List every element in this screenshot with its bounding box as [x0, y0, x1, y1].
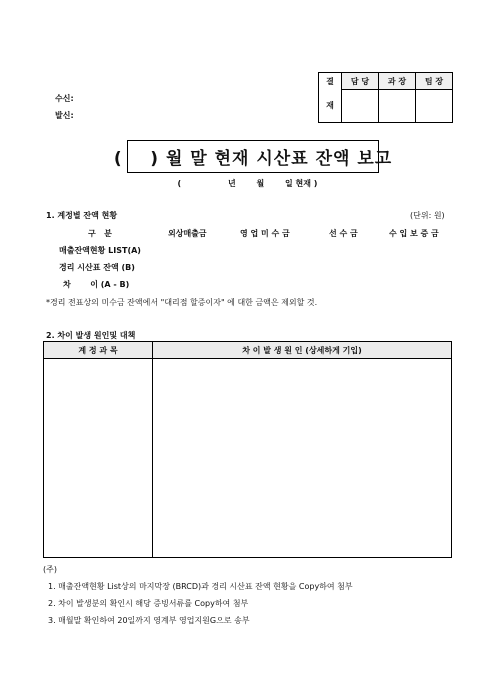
cause-entry-cell[interactable] [153, 359, 451, 558]
note-item: 1. 매출잔액현황 List상의 마지막장 (BRCD)과 경리 시산표 잔액 현황을 Copy하여 첨부 [48, 582, 353, 591]
note-item: 3. 매월말 확인하여 20일까지 영계부 영업지원G으로 송부 [48, 616, 250, 625]
column-category: 구 분 [88, 229, 112, 238]
row-difference: 차 이 (A - B) [63, 280, 130, 289]
row-sales-balance-list: 매출잔액현황 LIST(A) [59, 246, 141, 255]
document-title [113, 140, 393, 173]
section2-heading: 2. 차이 발생 원인및 대책 [46, 331, 136, 340]
column-import-deposit: 수 입 보 증 금 [389, 229, 439, 238]
notes-label: (주) [43, 565, 57, 574]
section1-footnote: *경리 전표상의 미수금 잔액에서 "대리점 할증이자" 에 대한 금액은 제외할 것. [46, 298, 318, 307]
column-account-title: 계 정 과 목 [78, 346, 118, 355]
column-operating-receivable: 영 업 미 수 금 [240, 229, 290, 238]
approval-sign-team-lead[interactable] [416, 90, 453, 123]
difference-cause-table [43, 341, 452, 558]
approval-role-team-lead: 팀 장 [416, 73, 453, 90]
approval-role-staff: 담 당 [342, 73, 379, 90]
section1-heading: 1. 계정별 잔액 현황 [46, 211, 118, 220]
approval-sign-manager[interactable] [379, 90, 416, 123]
note-item: 2. 차이 발생분의 확인시 해당 증빙서류를 Copy하여 첨부 [48, 599, 249, 608]
approval-box [318, 72, 453, 123]
sender-label: 발신: [55, 111, 74, 120]
column-accounts-receivable: 외상매출금 [168, 229, 207, 238]
approval-role-manager: 과 장 [379, 73, 416, 90]
recipient-label: 수신: [55, 94, 74, 103]
row-ledger-trial-balance: 경리 시산표 잔액 (B) [59, 263, 135, 272]
document-title-text: ( ) 월 말 현재 시산표 잔액 보고 [113, 149, 393, 169]
as-of-date-line: ( 년 월 일 현재 ) [177, 179, 318, 188]
column-cause-detail: 차 이 발 생 원 인 (상세하게 기입) [242, 346, 362, 355]
approval-side-label: 결 재 [319, 73, 342, 123]
account-entry-cell[interactable] [44, 359, 152, 558]
unit-label: (단위: 원) [410, 211, 445, 220]
approval-sign-staff[interactable] [342, 90, 379, 123]
column-advance-received: 선 수 금 [329, 229, 358, 238]
